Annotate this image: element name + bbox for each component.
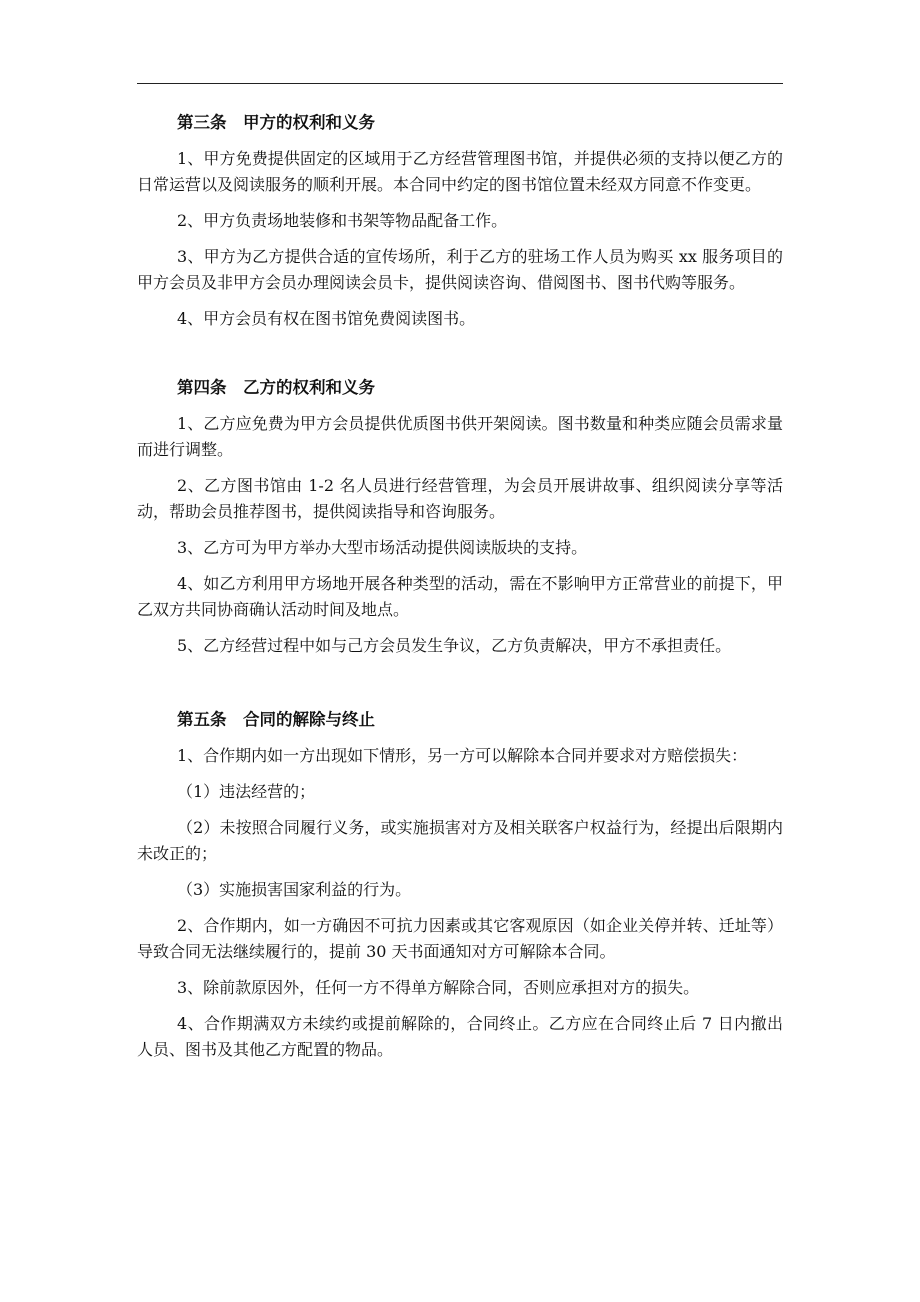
section-title-article-4: 第四条 乙方的权利和义务 bbox=[177, 378, 375, 397]
article-4-clause-4: 4、如乙方利用甲方场地开展各种类型的活动，需在不影响甲方正常营业的前提下，甲乙双方共同协商确认活动时间及地点。 bbox=[137, 574, 783, 619]
contract-body bbox=[137, 110, 783, 1073]
article-5-item-1: （1）违法经营的； bbox=[177, 782, 316, 801]
section-spacer bbox=[137, 669, 783, 707]
article-5-clause-4: 4、合作期满双方未续约或提前解除的，合同终止。乙方应在合同终止后 7 日内撤出人员、图书及其他乙方配置的物品。 bbox=[137, 1014, 783, 1059]
article-3-clause-1: 1、甲方免费提供固定的区域用于乙方经营管理图书馆，并提供必须的支持以便乙方的日常运营以及阅读服务的顺利开展。本合同中约定的图书馆位置未经双方同意不作变更。 bbox=[137, 149, 783, 194]
article-4-clause-2: 2、乙方图书馆由 1-2 名人员进行经营管理，为会员开展讲故事、组织阅读分享等活动，帮助会员推荐图书，提供阅读指导和咨询服务。 bbox=[137, 476, 783, 521]
article-5-clause-3: 3、除前款原因外，任何一方不得单方解除合同，否则应承担对方的损失。 bbox=[177, 978, 700, 997]
article-4-clause-1: 1、乙方应免费为甲方会员提供优质图书供开架阅读。图书数量和种类应随会员需求量而进行调整。 bbox=[137, 414, 783, 459]
article-3-clause-2: 2、甲方负责场地装修和书架等物品配备工作。 bbox=[177, 211, 508, 230]
section-spacer bbox=[137, 342, 783, 375]
article-5-item-2: （2）未按照合同履行义务，或实施损害对方及相关联客户权益行为，经提出后限期内未改正的； bbox=[137, 818, 783, 863]
article-3-clause-4: 4、甲方会员有权在图书馆免费阅读图书。 bbox=[177, 309, 476, 328]
article-5-clause-1: 1、合作期内如一方出现如下情形，另一方可以解除本合同并要求对方赔偿损失： bbox=[177, 746, 748, 765]
article-5-item-3: （3）实施损害国家利益的行为。 bbox=[177, 880, 412, 899]
article-5-clause-2: 2、合作期内，如一方确因不可抗力因素或其它客观原因（如企业关停并转、迁址等）导致合同无法继续履行的，提前 30 天书面通知对方可解除本合同。 bbox=[137, 916, 783, 961]
article-3-clause-3: 3、甲方为乙方提供合适的宣传场所，利于乙方的驻场工作人员为购买 xx 服务项目的甲方会员及非甲方会员办理阅读会员卡，提供阅读咨询、借阅图书、图书代购等服务。 bbox=[137, 247, 783, 292]
article-4-clause-3: 3、乙方可为甲方举办大型市场活动提供阅读版块的支持。 bbox=[177, 538, 588, 557]
header-rule bbox=[137, 83, 783, 84]
article-4-clause-5: 5、乙方经营过程中如与己方会员发生争议，乙方负责解决，甲方不承担责任。 bbox=[177, 636, 732, 655]
section-title-article-5: 第五条 合同的解除与终止 bbox=[177, 710, 375, 729]
section-title-article-3: 第三条 甲方的权利和义务 bbox=[177, 113, 375, 132]
